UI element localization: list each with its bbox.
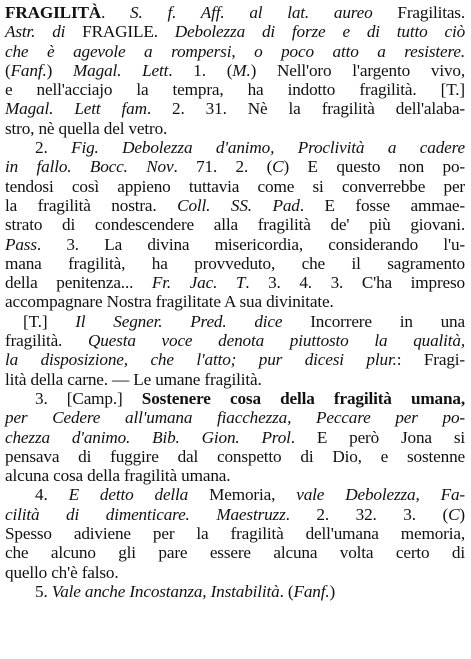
text-run: Coll. SS. Pad (177, 195, 300, 215)
text-run: ] (459, 80, 465, 100)
text-line (5, 563, 465, 582)
text-line (5, 447, 465, 466)
text-line (5, 428, 465, 447)
entry-sense-3 (5, 389, 465, 485)
text-line (5, 215, 465, 234)
text-run: 4. (35, 485, 69, 505)
text-line (5, 312, 465, 331)
text-run: Vale anche Incostanza, Instabilità (51, 581, 280, 601)
text-run: F (82, 22, 92, 42)
text-run: M. (232, 60, 251, 80)
text-line (5, 524, 465, 543)
text-line (5, 350, 465, 369)
entry-sense-1 (5, 3, 465, 138)
text-run: Debolezza di forze e di tutto ciò (174, 22, 466, 42)
text-run: . (101, 3, 131, 22)
text-line (5, 80, 465, 99)
text-run: mana fragilità, ha provveduto, che il sagramento (5, 253, 465, 273)
text-run: ( (5, 60, 11, 80)
text-run: RAGILE (91, 22, 154, 42)
text-run: T. (28, 311, 42, 331)
text-run: Pass (5, 234, 37, 254)
text-run: . E fosse ammae- (299, 195, 465, 215)
text-line (5, 273, 465, 292)
text-run: lità della carne. — Le umane fragilità. (5, 369, 262, 389)
text-run: . 2. 31. Nè la fragilità dell'alaba- (146, 99, 465, 119)
text-run: . (153, 22, 175, 42)
text-line (5, 22, 465, 41)
text-run: C (272, 157, 284, 177)
text-line (5, 3, 465, 22)
text-run: ) (329, 581, 336, 601)
text-run: ] (41, 311, 76, 331)
text-run: in fallo. Bocc. Nov (5, 157, 174, 177)
text-run: Spesso adiviene per la fragilità dell'umana memoria, (5, 524, 465, 544)
text-run: Debolezza, Fa- (345, 485, 465, 505)
text-run: ] (117, 388, 142, 408)
text-run: che è agevole a rompersi (5, 41, 232, 61)
text-run: Incorrere in una (310, 311, 465, 331)
text-run: Fragilitas. (397, 3, 465, 22)
text-run: ) (459, 504, 465, 524)
text-run: ) Nell'oro l'argento vivo, (250, 60, 465, 80)
text-line (5, 466, 465, 485)
text-line (5, 235, 465, 254)
text-line (5, 254, 465, 273)
text-run: . 3. La divina misericordia, considerando l'u- (36, 234, 465, 254)
text-run: stro, nè quella del vetro. (5, 118, 168, 138)
text-line (5, 177, 465, 196)
text-run: , (231, 41, 255, 61)
text-line (5, 331, 465, 350)
text-run: [ (23, 311, 29, 331)
text-run: Fanf. (10, 60, 47, 80)
text-run: accompagnare Nostra fragilitate A sua divinitate. (5, 292, 334, 312)
text-run: . E però Jona si (290, 427, 465, 447)
text-run: per Cedere all'umana fiacchezza, Peccare per po- (5, 408, 465, 428)
text-run: Fr. Jac. T (151, 273, 246, 293)
text-run: Fanf. (293, 581, 330, 601)
text-run: 5. (35, 581, 52, 601)
text-run: della penitenza... (5, 273, 152, 293)
text-line (5, 138, 465, 157)
text-run: Questa voce denota piuttosto la qualità, (87, 331, 466, 351)
text-run: C (448, 504, 460, 524)
text-run: Fig. Debolezza d'animo, Proclività a cadere (71, 138, 465, 158)
text-run: la fragilità nostra. (5, 195, 178, 215)
text-line (5, 42, 465, 61)
text-run: e nell'acciajo la tempra, ha indotto fragilità. [ (5, 80, 447, 100)
text-line (5, 119, 465, 138)
text-run: fragilità. (5, 331, 88, 351)
text-line (5, 99, 465, 118)
text-run: strato di condescendere alla fragilità de' più giovani. (5, 215, 465, 235)
entry-sense-2 (5, 138, 465, 312)
text-run: T. (446, 80, 460, 100)
text-run: la disposizione, che l'atto; pur dicesi plur. (5, 350, 397, 370)
text-line (5, 408, 465, 427)
entry-sense-4 (5, 485, 465, 581)
text-run: . 2. 32. 3. ( (285, 504, 449, 524)
text-run: Il Segner. Pred. dice (75, 311, 311, 331)
text-run: chezza d'animo. Bib. Gion. Prol (5, 427, 291, 447)
text-run: Memoria, (209, 485, 297, 505)
text-run: ) E questo non po- (283, 157, 465, 177)
text-run: . ( (279, 581, 294, 601)
text-run: . 3. 4. 3. C'ha impreso (245, 273, 465, 293)
text-run: Sostenere cosa della fragilità umana, (141, 388, 465, 408)
text-run: Camp. (72, 388, 117, 408)
text-run: 2. (35, 138, 72, 158)
text-run: cilità di dimenticare. Maestruzz (5, 504, 286, 524)
text-run: Magal. Lett fam (5, 99, 147, 119)
text-line (5, 505, 465, 524)
text-run: alcuna cosa della fragilità umana. (5, 466, 231, 486)
text-run: tendosi così appieno tuttavia come si converrebbe per (5, 176, 465, 196)
text-line (5, 61, 465, 80)
text-run: ) (46, 60, 74, 80)
text-run: FRAGILITÀ (5, 3, 102, 22)
text-line (5, 485, 465, 504)
text-line (5, 157, 465, 176)
text-run: E detto della (68, 485, 210, 505)
text-line (5, 582, 465, 601)
text-line (5, 196, 465, 215)
text-line (5, 389, 465, 408)
text-run: Magal. Lett (73, 60, 169, 80)
text-run: quello ch'è falso. (5, 562, 119, 582)
text-line (5, 292, 465, 311)
text-run: Astr. di (5, 22, 83, 42)
text-line (5, 543, 465, 562)
text-run: : Fragi- (396, 350, 465, 370)
text-run: S. f. Aff. al lat. aureo (130, 3, 398, 22)
entry-sense-5 (5, 582, 465, 601)
text-run: pensava di fuggire dal conspetto di Dio, e sostenne (5, 446, 465, 466)
text-run: . 71. 2. ( (173, 157, 273, 177)
text-line (5, 370, 465, 389)
text-run: vale (296, 485, 346, 505)
text-run: che alcuno gli pare essere alcuna volta certo di (5, 543, 465, 563)
text-run: o poco atto a resistere. (254, 41, 465, 61)
text-run: 3. [ (35, 388, 73, 408)
entry-sense-2-note (5, 312, 465, 389)
text-run: . 1. ( (168, 60, 233, 80)
